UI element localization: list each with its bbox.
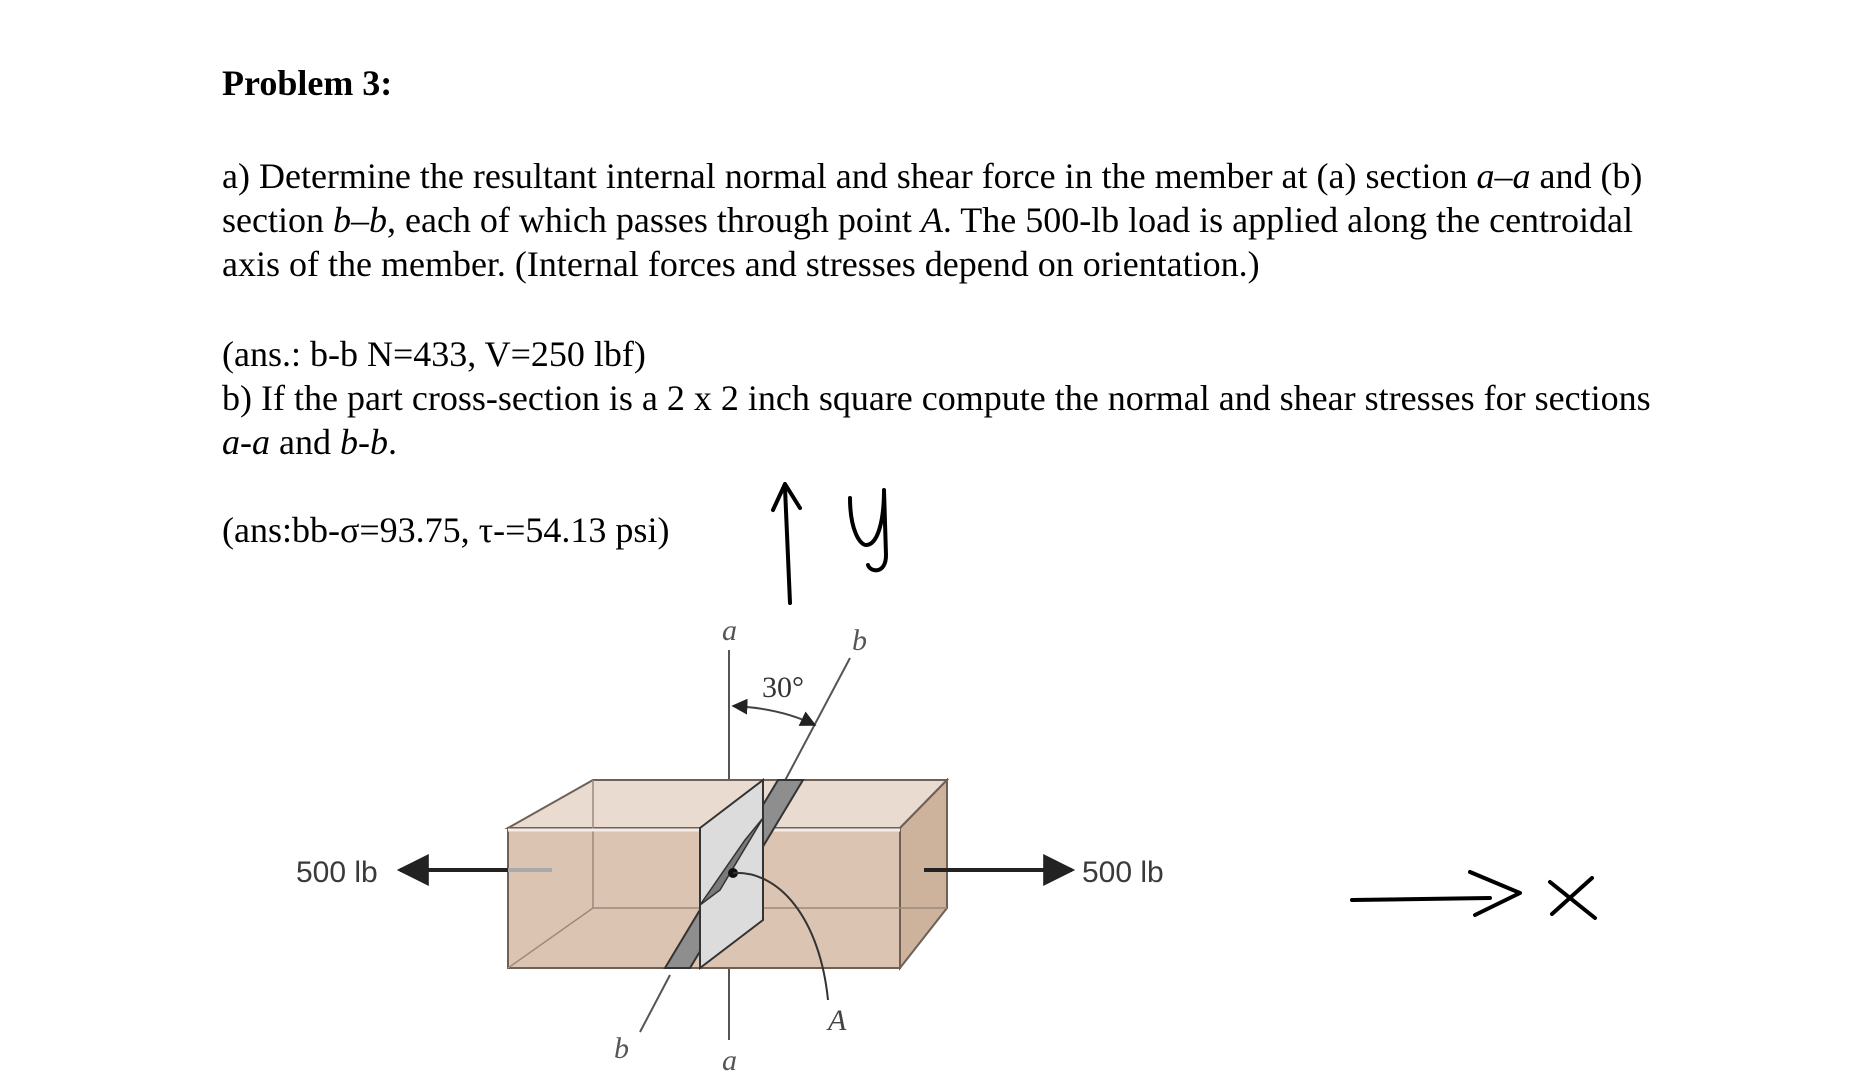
answer-a: (ans.: b-b N=433, V=250 lbf) bbox=[222, 334, 646, 374]
section-b-bottom-label: b bbox=[614, 1032, 629, 1065]
hand-y-label: y bbox=[905, 520, 906, 521]
hand-y-axis bbox=[773, 484, 906, 603]
angle-arc bbox=[733, 706, 815, 725]
section-bb-line-bottom bbox=[640, 975, 670, 1032]
section-b-top-label: b bbox=[852, 624, 867, 657]
problem-title: Problem 3: bbox=[222, 63, 393, 103]
answer-b: (ans:bb-σ=93.75, τ-=54.13 psi) bbox=[222, 510, 670, 550]
hand-y-glyph bbox=[850, 490, 886, 570]
left-load-label: 500 lb bbox=[296, 856, 378, 889]
hand-x-axis bbox=[1352, 872, 1601, 918]
part-a-text: a) Determine the resultant internal normal and shear force in the member at (a) section a–a and (b) section b–b, each of which passes through point A. The 500-lb load is applied along the centroidal axis of the member. (Internal forces and stresses depend on orientation.) bbox=[222, 156, 1643, 284]
hand-x-label: x bbox=[1600, 900, 1601, 901]
right-load-label: 500 lb bbox=[1082, 856, 1164, 889]
angle-label: 30° bbox=[762, 671, 804, 704]
section-a-bottom-label: a bbox=[722, 1044, 737, 1074]
point-a-label: A bbox=[828, 1004, 847, 1037]
hand-x-glyph bbox=[1550, 878, 1595, 918]
section-a-top-label: a bbox=[722, 614, 737, 647]
part-b-text: b) If the part cross-section is a 2 x 2 inch square compute the normal and shear stresses for sections a-a and b-b. bbox=[222, 378, 1651, 462]
